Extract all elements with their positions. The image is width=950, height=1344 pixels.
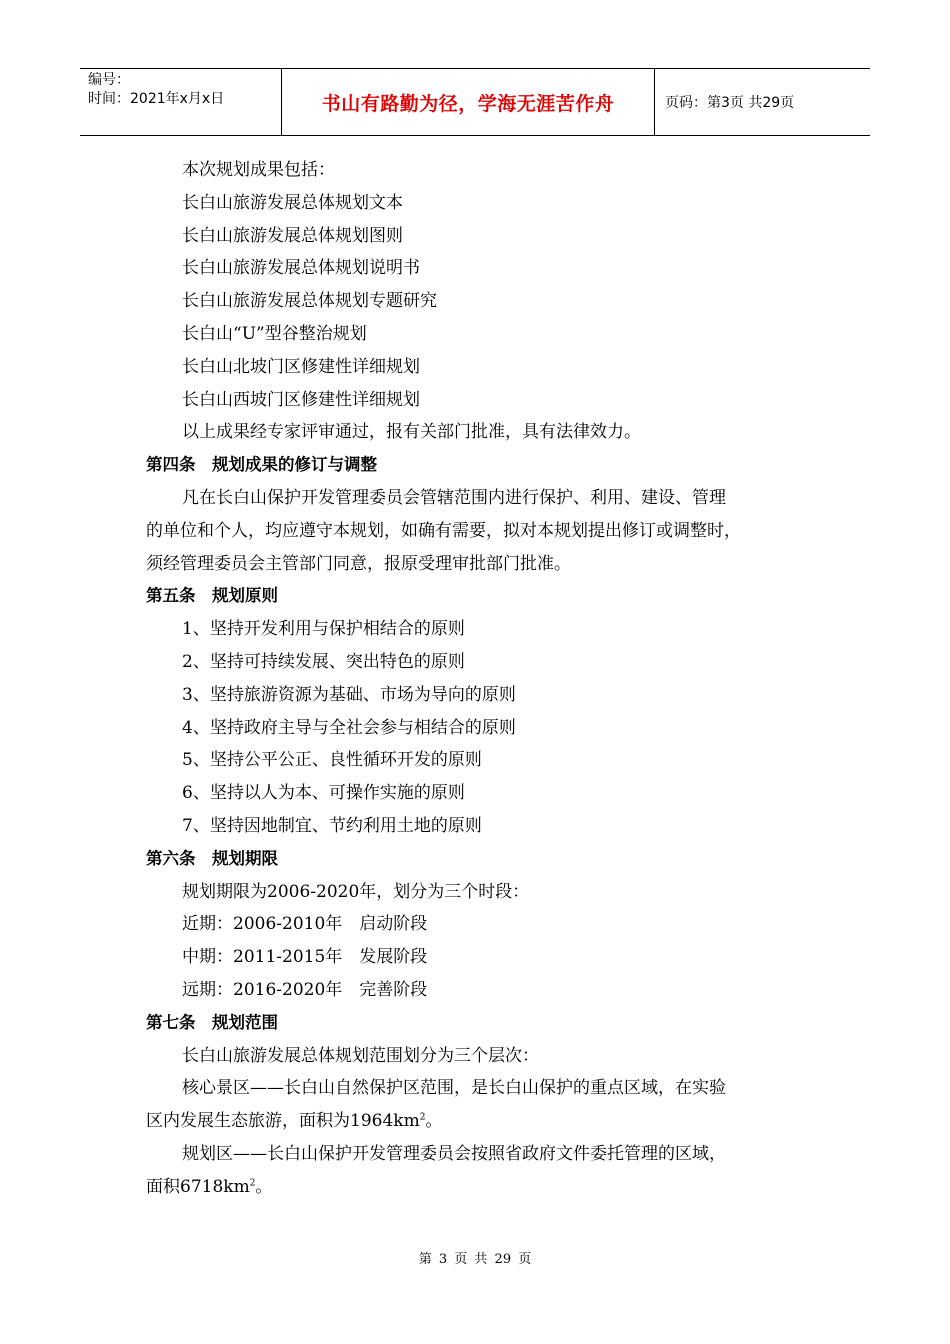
principle-item: 2、坚持可持续发展、突出特色的原则	[182, 651, 465, 672]
planning-area-text: 规划区——长白山保护开发管理委员会按照省政府文件委托管理的区域，	[182, 1143, 726, 1164]
phase-item: 远期：2016-2020年 完善阶段	[182, 979, 428, 1000]
article-4-heading: 第四条 规划成果的修订与调整	[146, 455, 377, 475]
page-footer: 第 3 页 共 29 页	[418, 1252, 532, 1267]
document-body	[146, 154, 826, 1204]
doc-number-label: 编号：	[88, 72, 130, 88]
deliverable-item: 长白山“U”型谷整治规划	[182, 323, 367, 344]
principle-item: 7、坚持因地制宜、节约利用土地的原则	[182, 815, 482, 836]
article-4-text: 的单位和个人，均应遵守本规划，如确有需要，拟对本规划提出修订或调整时，	[146, 520, 741, 541]
core-area-text-cont	[146, 1105, 826, 1138]
intro-line: 本次规划成果包括：	[182, 160, 335, 180]
article-4-text: 凡在长白山保护开发管理委员会管辖范围内进行保护、利用、建设、管理	[182, 487, 726, 508]
header-motto: 书山有路勤为径，学海无涯苦作舟	[282, 69, 655, 135]
superscript-2: 2	[249, 1178, 256, 1189]
page-header	[80, 68, 870, 136]
header-page-label: 页码：第3页 共29页	[665, 95, 795, 111]
deliverable-item: 长白山北坡门区修建性详细规划	[182, 356, 420, 377]
principle-item: 4、坚持政府主导与全社会参与相结合的原则	[182, 717, 516, 738]
planning-area-text-cont	[146, 1171, 826, 1204]
principle-item: 5、坚持公平公正、良性循环开发的原则	[182, 750, 482, 771]
deliverable-item: 长白山旅游发展总体规划文本	[182, 192, 403, 213]
deliverable-item: 长白山西坡门区修建性详细规划	[182, 389, 420, 410]
deliverable-item: 长白山旅游发展总体规划图则	[182, 225, 403, 246]
deliverable-item: 长白山旅游发展总体规划专题研究	[182, 291, 437, 312]
deliverable-item: 长白山旅游发展总体规划说明书	[182, 258, 420, 279]
period: 。	[255, 1176, 273, 1197]
superscript-2: 2	[419, 1112, 426, 1123]
planning-area-area: 面积6718km	[146, 1176, 250, 1197]
principle-item: 6、坚持以人为本、可操作实施的原则	[182, 783, 465, 804]
phase-item: 中期：2011-2015年 发展阶段	[182, 947, 428, 968]
core-area-text: 核心景区——长白山自然保护区范围，是长白山保护的重点区域，在实验	[182, 1078, 726, 1099]
approval-note: 以上成果经专家评审通过，报有关部门批准，具有法律效力。	[182, 422, 641, 443]
period: 。	[425, 1111, 443, 1132]
article-7-intro: 长白山旅游发展总体规划范围划分为三个层次：	[182, 1045, 539, 1066]
principle-item: 1、坚持开发利用与保护相结合的原则	[182, 619, 465, 640]
core-area-area: 区内发展生态旅游，面积为1964km	[146, 1111, 420, 1132]
article-4-text: 须经管理委员会主管部门同意，报原受理审批部门批准。	[146, 553, 571, 574]
doc-date-label: 时间：2021年x月x日	[88, 91, 225, 107]
article-7-heading: 第七条 规划范围	[146, 1012, 278, 1032]
article-6-heading: 第六条 规划期限	[146, 848, 278, 868]
header-meta	[80, 69, 282, 135]
principle-item: 3、坚持旅游资源为基础、市场为导向的原则	[182, 684, 516, 705]
article-6-intro: 规划期限为2006-2020年，划分为三个时段：	[182, 881, 530, 902]
phase-item: 近期：2006-2010年 启动阶段	[182, 914, 428, 935]
article-5-heading: 第五条 规划原则	[146, 586, 278, 606]
